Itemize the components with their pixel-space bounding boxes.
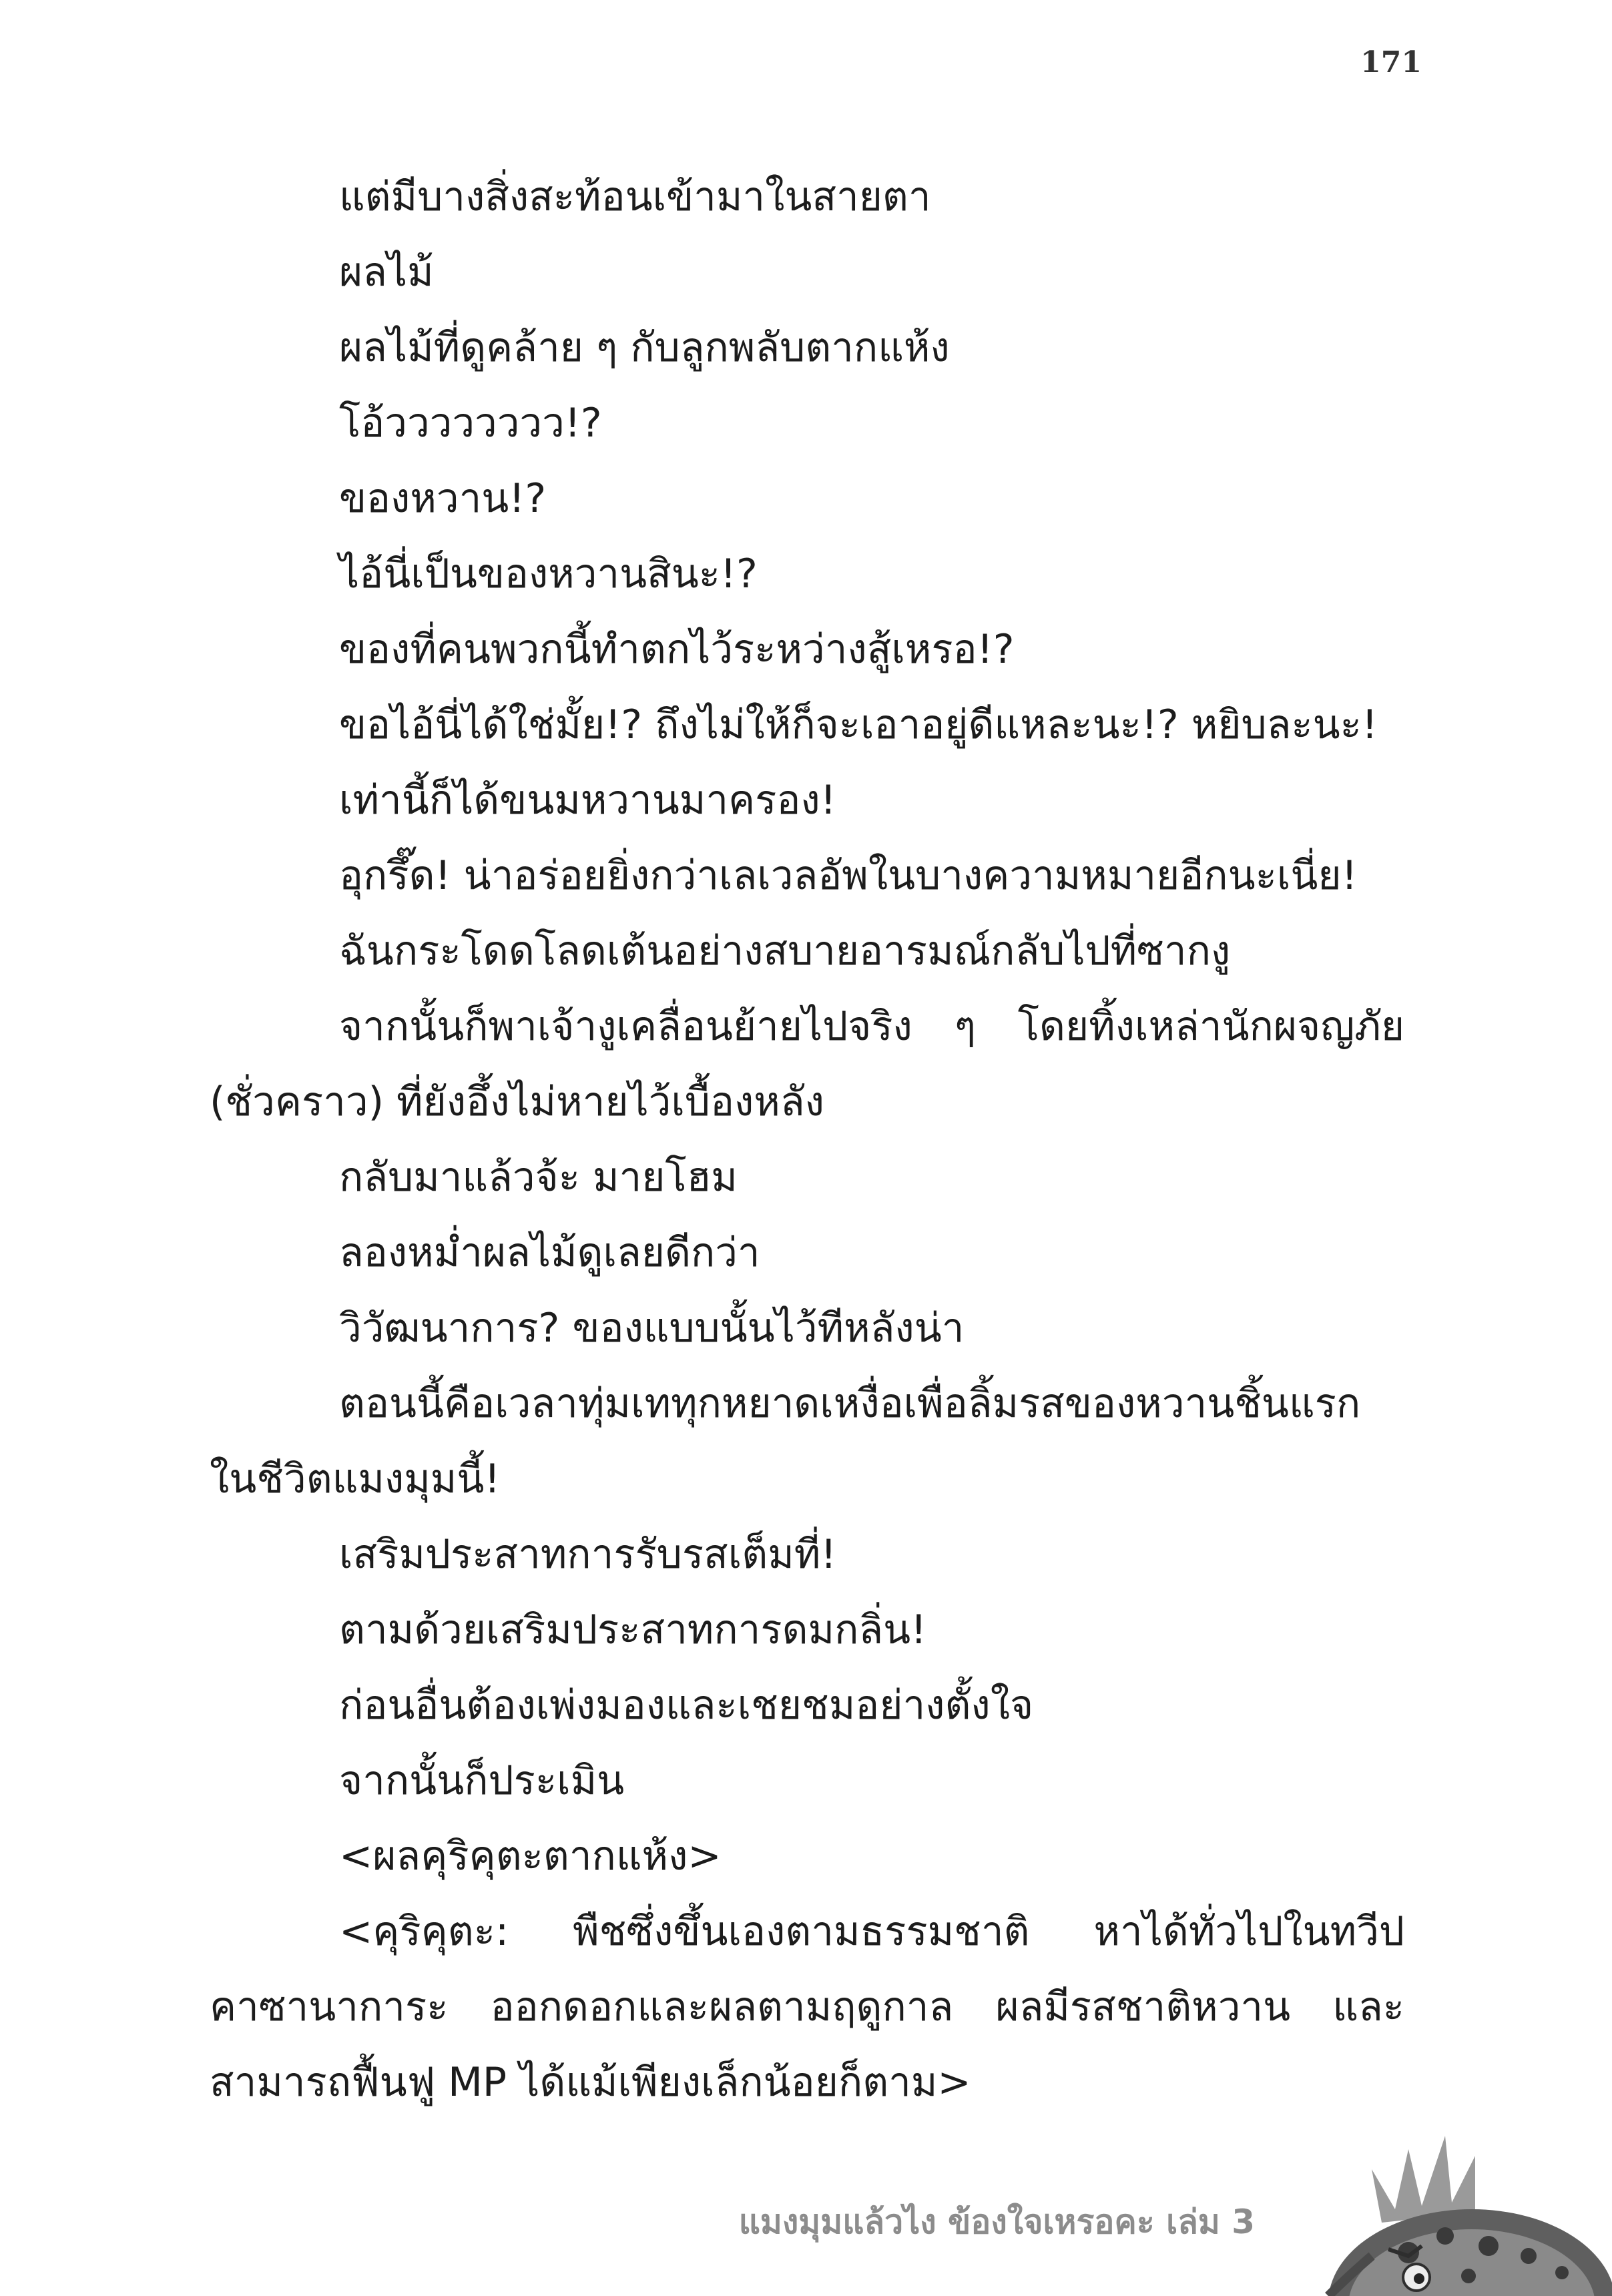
text-line: กลับมาแล้วจ้ะ มายโฮม	[339, 1154, 738, 1201]
text-line: ในชีวิตแมงมุมนี้!	[210, 1456, 501, 1502]
text-line: จากนั้นก็พาเจ้างูเคลื่อนย้ายไปจริง ๆ โดยทิ้งเหล่านักผจญภัย	[339, 1003, 1404, 1050]
text-line: ขอไอ้นี่ได้ใช่มั้ย!? ถึงไม่ให้ก็จะเอาอยู่ดีแหละนะ!? หยิบละนะ!	[339, 701, 1378, 748]
text-line: <ผลคุริคุตะตากแห้ง>	[339, 1833, 722, 1880]
text-line: <คุริคุตะ: พืชซึ่งขึ้นเองตามธรรมชาติ หาได้ทั่วไปในทวีป	[339, 1908, 1404, 1955]
text-line: ผลไม้ที่ดูคล้าย ๆ กับลูกพลับตากแห้ง	[339, 324, 950, 371]
text-line: โอ้วววววววว!?	[339, 400, 602, 447]
text-line: ก่อนอื่นต้องเพ่งมองและเชยชมอย่างตั้งใจ	[339, 1682, 1034, 1729]
text-line: อุกรึ๊ด! น่าอร่อยยิ่งกว่าเลเวลอัพในบางความหมายอีกนะเนี่ย!	[339, 852, 1358, 899]
text-line: สามารถฟื้นฟู MP ได้แม้เพียงเล็กน้อยก็ตาม>	[210, 2059, 971, 2106]
text-line: ลองหม่ำผลไม้ดูเลยดีกว่า	[339, 1229, 760, 1276]
running-footer-title: แมงมุมแล้วไง ข้องใจเหรอคะ เล่ม 3	[738, 2203, 1255, 2241]
text-line: ของหวาน!?	[339, 475, 547, 522]
text-line: (ชั่วคราว) ที่ยังอึ้งไม่หายไว้เบื้องหลัง	[210, 1079, 824, 1125]
text-line: จากนั้นก็ประเมิน	[339, 1757, 625, 1804]
text-line: ตามด้วยเสริมประสาทการดมกลิ่น!	[339, 1607, 927, 1653]
text-line: ผลไม้	[339, 249, 434, 296]
text-line: เท่านี้ก็ได้ขนมหวานมาครอง!	[339, 777, 836, 824]
text-line: ตอนนี้คือเวลาทุ่มเททุกหยาดเหงื่อเพื่อลิ้มรสของหวานชิ้นแรก	[339, 1380, 1361, 1427]
text-line: เสริมประสาทการรับรสเต็มที่!	[339, 1531, 837, 1578]
text-line: คาซานาการะ ออกดอกและผลตามฤดูกาล ผลมีรสชาติหวาน และ	[210, 1984, 1404, 2030]
spider-mascot-icon	[1308, 2122, 1612, 2296]
text-line: ฉันกระโดดโลดเต้นอย่างสบายอารมณ์กลับไปที่ซากงู	[339, 928, 1231, 974]
text-line: วิวัฒนาการ? ของแบบนั้นไว้ทีหลังน่า	[339, 1305, 965, 1352]
page-number: 171	[1360, 45, 1422, 79]
text-line: ของที่คนพวกนี้ทำตกไว้ระหว่างสู้เหรอ!?	[339, 626, 1015, 673]
text-line: ไอ้นี่เป็นของหวานสินะ!?	[339, 551, 758, 597]
text-line: แต่มีบางสิ่งสะท้อนเข้ามาในสายตา	[339, 174, 931, 220]
